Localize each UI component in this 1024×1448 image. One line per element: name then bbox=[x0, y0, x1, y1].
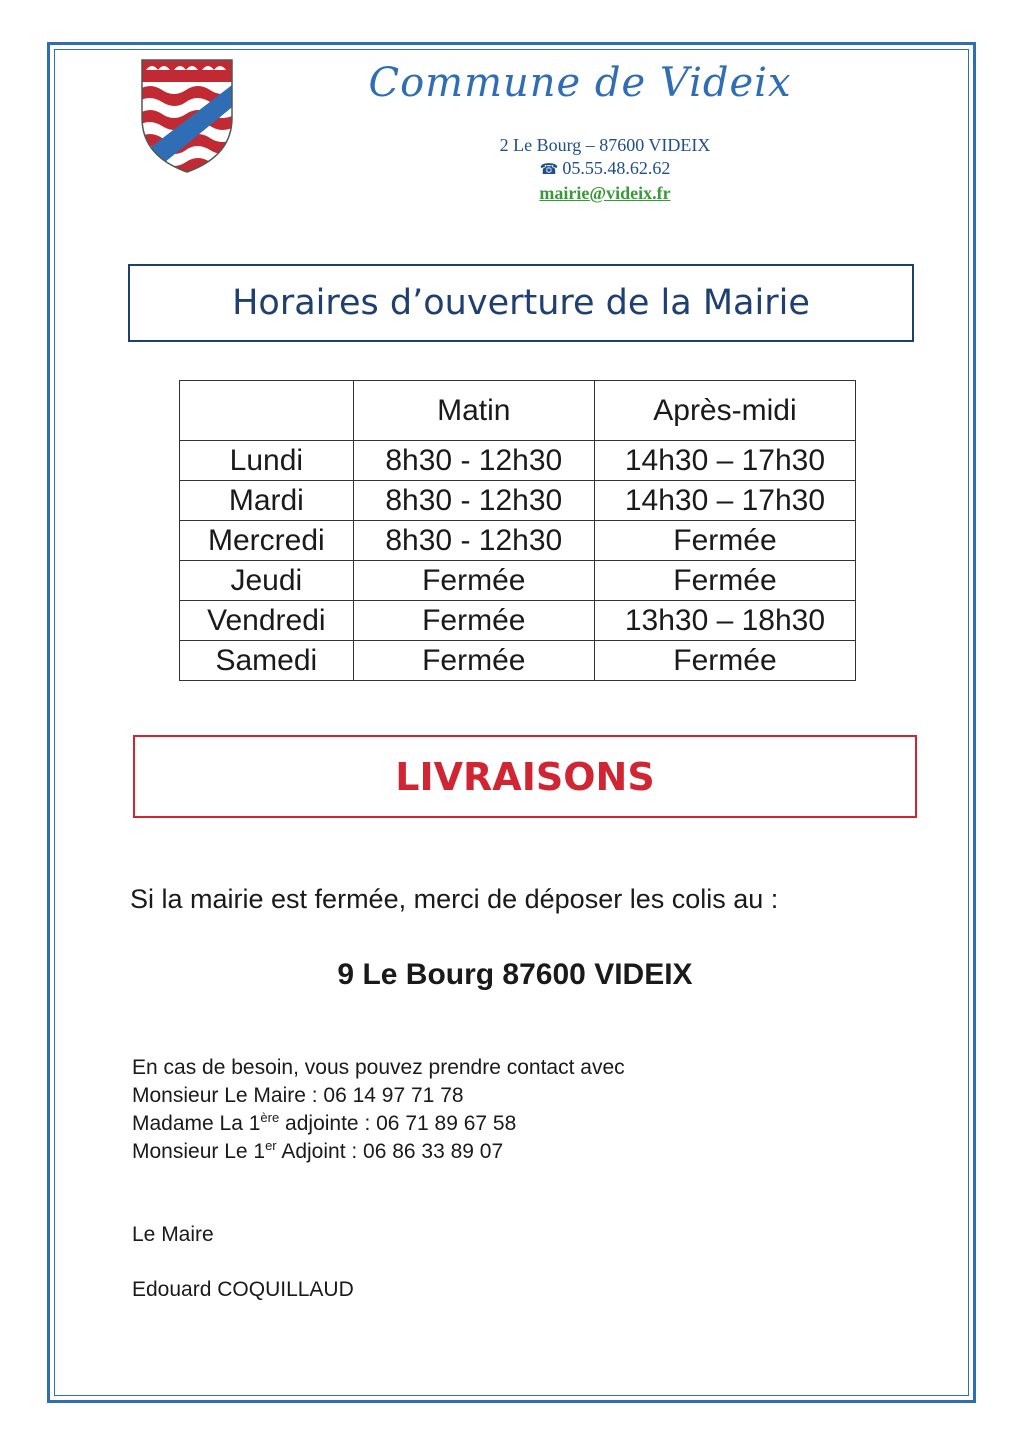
afternoon-cell: 14h30 – 17h30 bbox=[594, 441, 855, 481]
day-cell: Mardi bbox=[180, 481, 354, 521]
table-row bbox=[180, 601, 856, 641]
hours-heading: Horaires d’ouverture de la Mairie bbox=[128, 264, 914, 342]
drop-address: 9 Le Bourg 87600 VIDEIX bbox=[337, 958, 693, 991]
table-row bbox=[180, 481, 856, 521]
contact-first-deputy-m bbox=[132, 1138, 832, 1166]
contact-mayor bbox=[132, 1082, 832, 1110]
column-header-day bbox=[180, 381, 354, 441]
telephone-icon: ☎ bbox=[539, 162, 559, 178]
day-cell: Lundi bbox=[180, 441, 354, 481]
contact-label-prefix: Monsieur Le 1 bbox=[132, 1140, 266, 1163]
afternoon-cell: Fermée bbox=[594, 521, 855, 561]
phone-number: 05.55.48.62.62 bbox=[562, 158, 671, 178]
contacts-intro: En cas de besoin, vous pouvez prendre contact avec bbox=[132, 1056, 625, 1079]
day-cell: Mercredi bbox=[180, 521, 354, 561]
column-header-morning: Matin bbox=[353, 381, 594, 441]
address-block bbox=[440, 134, 770, 205]
morning-cell: Fermée bbox=[353, 561, 594, 601]
contact-phone: 06 86 33 89 07 bbox=[363, 1140, 504, 1163]
coat-of-arms-icon bbox=[138, 56, 236, 176]
afternoon-cell: 14h30 – 17h30 bbox=[594, 481, 855, 521]
phone-line bbox=[440, 157, 770, 182]
opening-hours-table bbox=[179, 380, 856, 681]
morning-cell: Fermée bbox=[353, 601, 594, 641]
contact-phone: 06 14 97 71 78 bbox=[323, 1084, 464, 1107]
column-header-afternoon: Après-midi bbox=[594, 381, 855, 441]
table-header-row bbox=[180, 381, 856, 441]
afternoon-cell: Fermée bbox=[594, 561, 855, 601]
table-row bbox=[180, 441, 856, 481]
address-line: 2 Le Bourg – 87600 VIDEIX bbox=[499, 135, 711, 155]
day-cell: Samedi bbox=[180, 641, 354, 681]
table-row bbox=[180, 521, 856, 561]
contact-phone: 06 71 89 67 58 bbox=[376, 1112, 517, 1135]
table-row bbox=[180, 561, 856, 601]
ordinal-superscript: ère bbox=[260, 1110, 280, 1125]
morning-cell: 8h30 - 12h30 bbox=[353, 481, 594, 521]
contact-label-suffix: Adjoint : bbox=[276, 1140, 364, 1163]
deliveries-heading: LIVRAISONS bbox=[133, 735, 917, 818]
contact-label: Monsieur Le Maire : bbox=[132, 1084, 324, 1107]
morning-cell: Fermée bbox=[353, 641, 594, 681]
morning-cell: 8h30 - 12h30 bbox=[353, 521, 594, 561]
table-row bbox=[180, 641, 856, 681]
commune-title: Commune de Videix bbox=[368, 60, 792, 106]
signature-name: Edouard COQUILLAUD bbox=[132, 1278, 354, 1301]
signature-role: Le Maire bbox=[132, 1223, 214, 1246]
afternoon-cell: Fermée bbox=[594, 641, 855, 681]
afternoon-cell: 13h30 – 18h30 bbox=[594, 601, 855, 641]
day-cell: Vendredi bbox=[180, 601, 354, 641]
day-cell: Jeudi bbox=[180, 561, 354, 601]
page-border-inner bbox=[54, 49, 969, 1396]
contact-label-prefix: Madame La 1 bbox=[132, 1112, 261, 1135]
delivery-notice: Si la mairie est fermée, merci de déposer les colis au : bbox=[130, 884, 779, 914]
email-link[interactable]: mairie@videix.fr bbox=[539, 183, 671, 203]
morning-cell: 8h30 - 12h30 bbox=[353, 441, 594, 481]
contacts-block bbox=[132, 1054, 832, 1166]
ordinal-superscript: er bbox=[265, 1138, 277, 1153]
contact-first-deputy-f bbox=[132, 1110, 832, 1138]
contact-label-suffix: adjointe : bbox=[279, 1112, 377, 1135]
